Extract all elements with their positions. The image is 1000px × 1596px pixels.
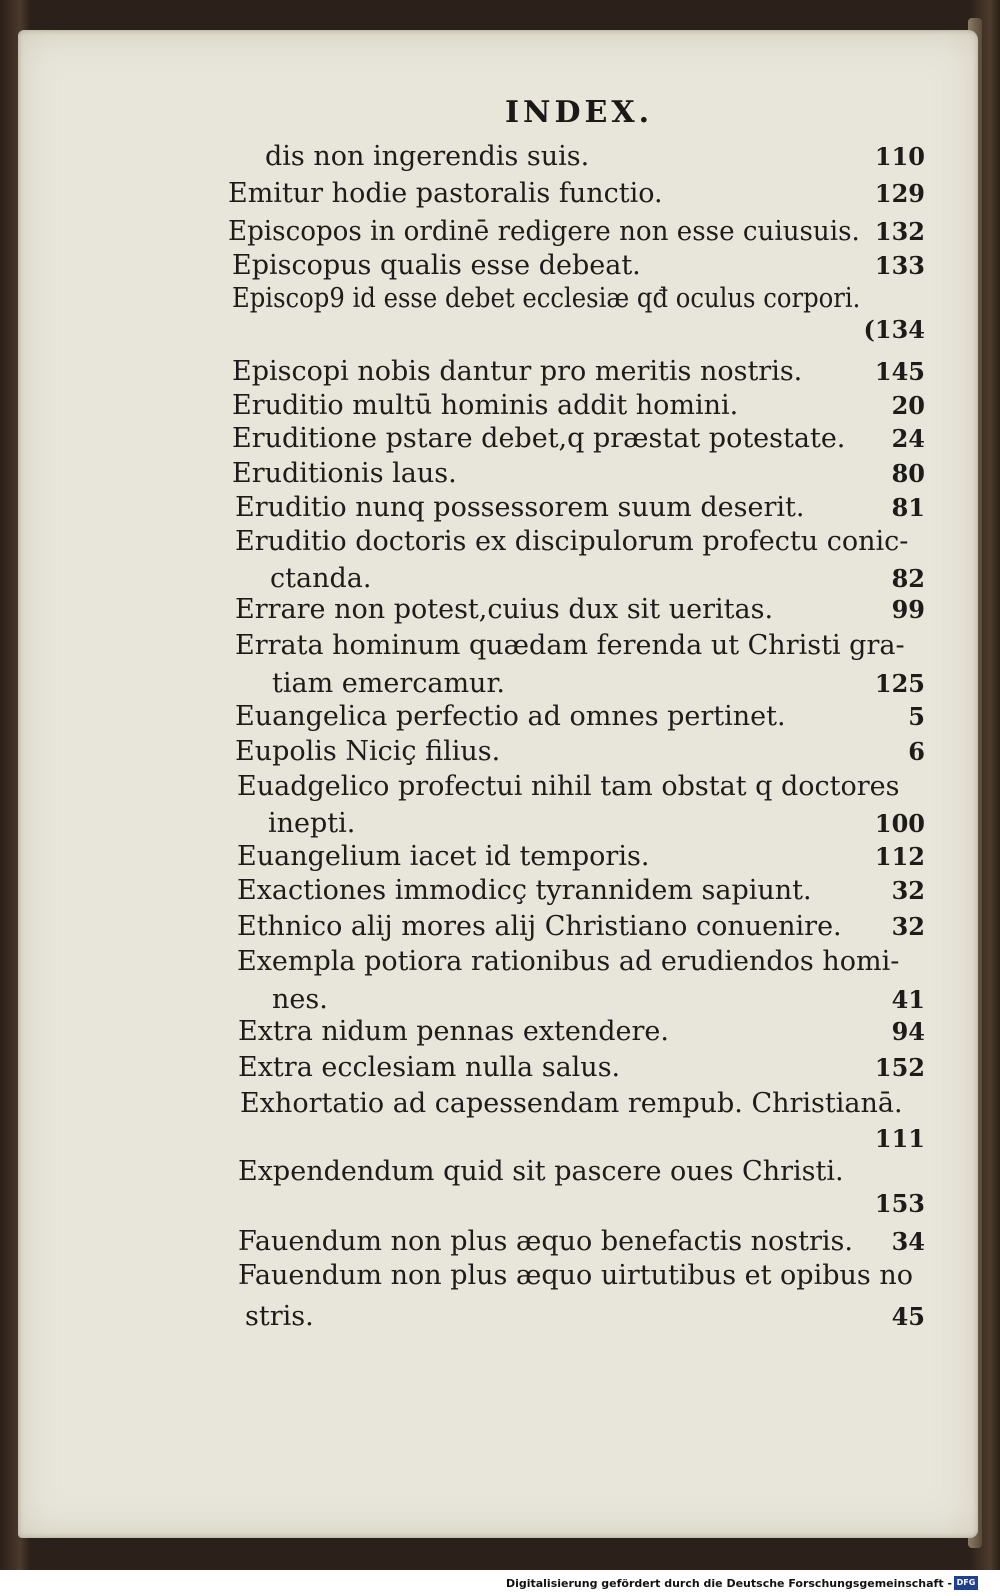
index-entry-page: 94 [891,1017,925,1046]
index-entry-text: Exempla potiora rationibus ad erudiendos homi- [237,946,900,977]
index-entry-text: inepti. [268,808,356,839]
index-entry-text: Episcop9 id esse debet ecclesiæ qđ oculus corpori. [232,283,861,314]
index-entry-page: 6 [908,737,925,766]
index-entry-text: Eruditionis laus. [232,458,457,489]
index-entry-text: Episcopos in ordinē redigere non esse cuiusuis. [228,216,860,247]
index-entry-text: Eruditione pstare debet,q præstat potestate. [232,423,846,454]
index-entry-page: 152 [874,1053,925,1082]
index-entry-text: tiam emercamur. [272,668,505,699]
index-entry-page: 41 [891,985,925,1014]
index-entry-page: 100 [874,809,925,838]
index-entry-text: Fauendum non plus æquo uirtutibus et opibus no [238,1260,913,1291]
index-entry-text: Extra nidum pennas extendere. [238,1016,669,1047]
index-entry-page: 145 [874,357,925,386]
index-entry-page: 125 [874,669,925,698]
index-entry-text: Eruditio nunq possessorem suum deserit. [235,492,805,523]
index-entry-text: Episcopi nobis dantur pro meritis nostris. [232,356,803,387]
index-entry-page: 45 [891,1302,925,1331]
index-entry-text: Euangelium iacet id temporis. [237,841,650,872]
index-entry-text: ctanda. [270,563,372,594]
index-entry-page: 129 [874,179,925,208]
index-entry-page: 81 [891,493,925,522]
dfg-logo: DFG [954,1576,978,1590]
index-entry-text: Eruditio multū hominis addit homini. [232,390,739,421]
index-entry-page: 112 [874,842,925,871]
index-entry-page: 153 [874,1189,925,1218]
index-entry-text: Euadgelico profectui nihil tam obstat q doctores [237,771,900,802]
index-entry-page: 82 [891,564,925,593]
digitization-credit: Digitalisierung gefördert durch die Deutsche Forschungsgemeinschaft - [505,1577,952,1590]
index-entry-text: Exactiones immodicç tyrannidem sapiunt. [237,875,812,906]
index-entry-page: 111 [874,1124,925,1153]
index-entry-page: 99 [891,595,925,624]
index-entry-text: dis non ingerendis suis. [265,141,590,172]
index-entry-text: Euangelica perfectio ad omnes pertinet. [235,701,786,732]
index-entry-page: 34 [891,1227,925,1256]
index-entry-text: nes. [272,984,328,1015]
index-entry-text: Exhortatio ad capessendam rempub. Christianā. [240,1088,903,1119]
index-entry-page: 32 [891,912,925,941]
index-entry-page: 80 [891,459,925,488]
index-entry-text: Eupolis Niciç filius. [235,736,501,767]
index-entry-page: 5 [908,702,925,731]
index-entry-page: 32 [891,876,925,905]
index-entry-text: Emitur hodie pastoralis functio. [228,178,663,209]
index-entry-text: Errata hominum quædam ferenda ut Christi gra- [235,630,905,661]
index-entry-page: 133 [874,251,925,280]
index-entry-page: 110 [874,142,925,171]
index-entry-page: 132 [874,217,925,246]
index-entry-text: stris. [245,1301,314,1332]
index-entry-text: Extra ecclesiam nulla salus. [238,1052,621,1083]
running-head: INDEX. [505,95,654,130]
index-entry-page: 20 [891,391,925,420]
index-entry-text: Episcopus qualis esse debeat. [232,250,641,281]
index-entry-text: Fauendum non plus æquo benefactis nostris. [238,1226,853,1257]
index-entry-page: 24 [891,424,925,453]
index-entry-text: Expendendum quid sit pascere oues Christi. [238,1156,844,1187]
index-entry-text: Eruditio doctoris ex discipulorum profectu conic- [235,526,909,557]
index-entry-text: Ethnico alij mores alij Christiano conuenire. [237,911,842,942]
index-entry-text: Errare non potest,cuius dux sit ueritas. [235,594,774,625]
index-entry-page: (134 [863,315,925,344]
